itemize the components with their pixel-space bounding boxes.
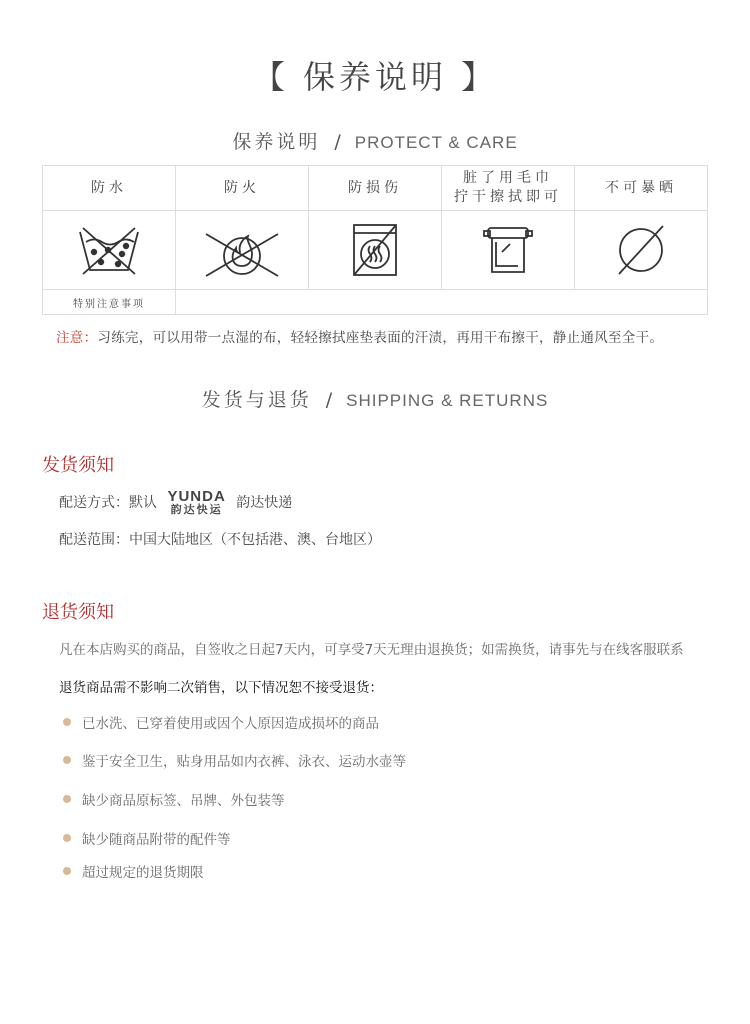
- bullet-icon: [63, 867, 71, 875]
- returns-exclusion-item: [63, 789, 285, 809]
- care-title-cn: 保养说明: [232, 131, 321, 153]
- towel-wipe-icon: [480, 222, 536, 278]
- care-col-label: 防水: [91, 179, 127, 196]
- care-col-label: 防损伤: [348, 179, 402, 196]
- care-col-header: [309, 166, 442, 211]
- no-tumble-dry-icon: [351, 222, 399, 278]
- care-icon-cell: [575, 211, 708, 290]
- bullet-icon: [63, 834, 71, 842]
- care-col-label-line1: 脏了用毛巾: [463, 170, 553, 186]
- returns-exclusion-text: 超过规定的退货期限: [82, 865, 204, 881]
- delivery-range: 配送范围：中国大陆地区（不包括港、澳、台地区）: [59, 532, 381, 548]
- care-note-text: 习练完，可以用带一点湿的布，轻轻擦拭座垫表面的汗渍，再用干布擦干，静止通风至全干。: [97, 330, 664, 346]
- bullet-icon: [63, 756, 71, 764]
- delivery-method: [59, 490, 292, 516]
- returns-exclusion-item: [63, 712, 379, 732]
- returns-exclusion-text: 鉴于安全卫生，贴身用品如内衣裤、泳衣、运动水壶等: [82, 754, 406, 770]
- care-col-header: [442, 166, 575, 211]
- shipping-notice-heading: 发货须知: [42, 455, 114, 476]
- returns-exclusion-text: 缺少随商品附带的配件等: [82, 832, 231, 848]
- returns-exclusion-item: [63, 828, 231, 848]
- care-col-label: 不可暴晒: [605, 179, 677, 196]
- bullet-icon: [63, 718, 71, 726]
- returns-notice-heading: 退货须知: [42, 602, 114, 623]
- yunda-logo-cn: 韵达快运: [170, 503, 223, 516]
- care-title-slash: /: [334, 131, 341, 153]
- care-icon-cell: [176, 211, 309, 290]
- returns-intro: 凡在本店购买的商品，自签收之日起7天内，可享受7天无理由退换货；如需换货，请事先与在线客服联系: [59, 642, 684, 658]
- returns-exclusion-item: [63, 750, 406, 770]
- care-icon-cell: [442, 211, 575, 290]
- care-instructions-table: [42, 165, 708, 315]
- care-icon-cell: [43, 211, 176, 290]
- shipping-section-heading: [0, 385, 750, 412]
- care-col-header: [43, 166, 176, 211]
- care-note-label: 注意：: [56, 330, 98, 346]
- shipping-title-slash: /: [325, 389, 333, 411]
- returns-exclusion-text: 已水洗、已穿着使用或因个人原因造成损坏的商品: [82, 716, 379, 732]
- delivery-method-value: 韵达快递: [236, 495, 293, 511]
- care-col-label-line2: 拧干擦拭即可: [454, 189, 562, 205]
- special-notes-label: 特别注意事项: [43, 290, 176, 315]
- yunda-logo-en: YUNDA: [167, 488, 226, 505]
- no-fire-icon: [202, 222, 282, 278]
- care-col-label: 防火: [224, 179, 260, 196]
- care-title-en: PROTECT & CARE: [354, 133, 518, 152]
- special-notes-row: [43, 290, 708, 315]
- special-notes-value: [176, 290, 708, 315]
- returns-exclusion-text: 缺少商品原标签、吊牌、外包装等: [82, 793, 285, 809]
- care-col-header: [575, 166, 708, 211]
- care-icon-row: [43, 211, 708, 290]
- returns-condition: 退货商品需不影响二次销售，以下情况恕不接受退货：: [59, 680, 383, 696]
- no-sun-icon: [613, 222, 669, 278]
- shipping-title-en: SHIPPING & RETURNS: [346, 391, 549, 410]
- care-col-header: [176, 166, 309, 211]
- yunda-logo: [167, 490, 225, 516]
- care-section-heading: [0, 127, 750, 154]
- returns-exclusion-item: [63, 861, 204, 881]
- delivery-method-label: 配送方式：默认: [59, 495, 157, 511]
- page-title: 【 保养说明 】: [252, 58, 498, 96]
- care-header-row: [43, 166, 708, 211]
- care-icon-cell: [309, 211, 442, 290]
- care-note: [56, 326, 663, 346]
- bullet-icon: [63, 795, 71, 803]
- shipping-title-cn: 发货与退货: [201, 389, 312, 411]
- no-wash-icon: [76, 222, 142, 278]
